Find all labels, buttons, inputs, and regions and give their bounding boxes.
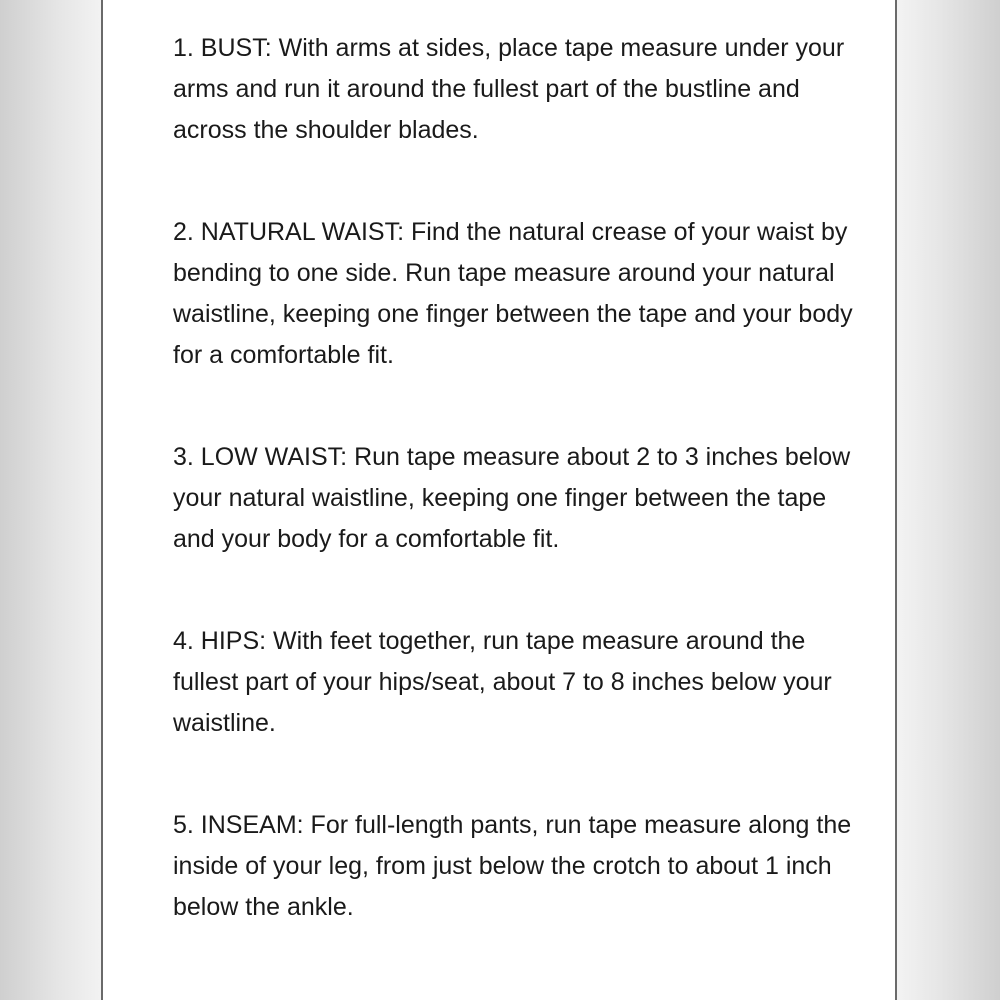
instruction-text: Find the natural crease of your waist by bending to one side. Run tape measure around your natural waistline, keeping one finger between the tape and your body for a comfortable fit.	[173, 218, 853, 369]
instruction-hips	[173, 621, 853, 744]
instruction-inseam	[173, 805, 853, 928]
instruction-text: Run tape measure about 2 to 3 inches below your natural waistline, keeping one finger between the tape and your body for a comfortable fit.	[173, 443, 851, 553]
instruction-text: With feet together, run tape measure around the fullest part of your hips/seat, about 7 to 8 inches below your waistline.	[173, 627, 832, 737]
instruction-low-waist	[173, 437, 853, 560]
instruction-natural-waist	[173, 212, 853, 376]
instruction-heading: 2. NATURAL WAIST:	[173, 218, 405, 246]
instruction-text: With arms at sides, place tape measure under your arms and run it around the fullest part of the bustline and across the shoulder blades.	[173, 34, 845, 144]
instruction-heading: 1. BUST:	[173, 34, 272, 62]
instruction-heading: 5. INSEAM:	[173, 811, 304, 839]
instruction-bust	[173, 28, 853, 151]
instruction-heading: 4. HIPS:	[173, 627, 267, 655]
instruction-text: For full-length pants, run tape measure along the inside of your leg, from just below the crotch to about 1 inch below the ankle.	[173, 811, 852, 921]
instruction-heading: 3. LOW WAIST:	[173, 443, 348, 471]
measurement-guide-page	[101, 0, 897, 1000]
measurement-instructions	[173, 28, 853, 928]
